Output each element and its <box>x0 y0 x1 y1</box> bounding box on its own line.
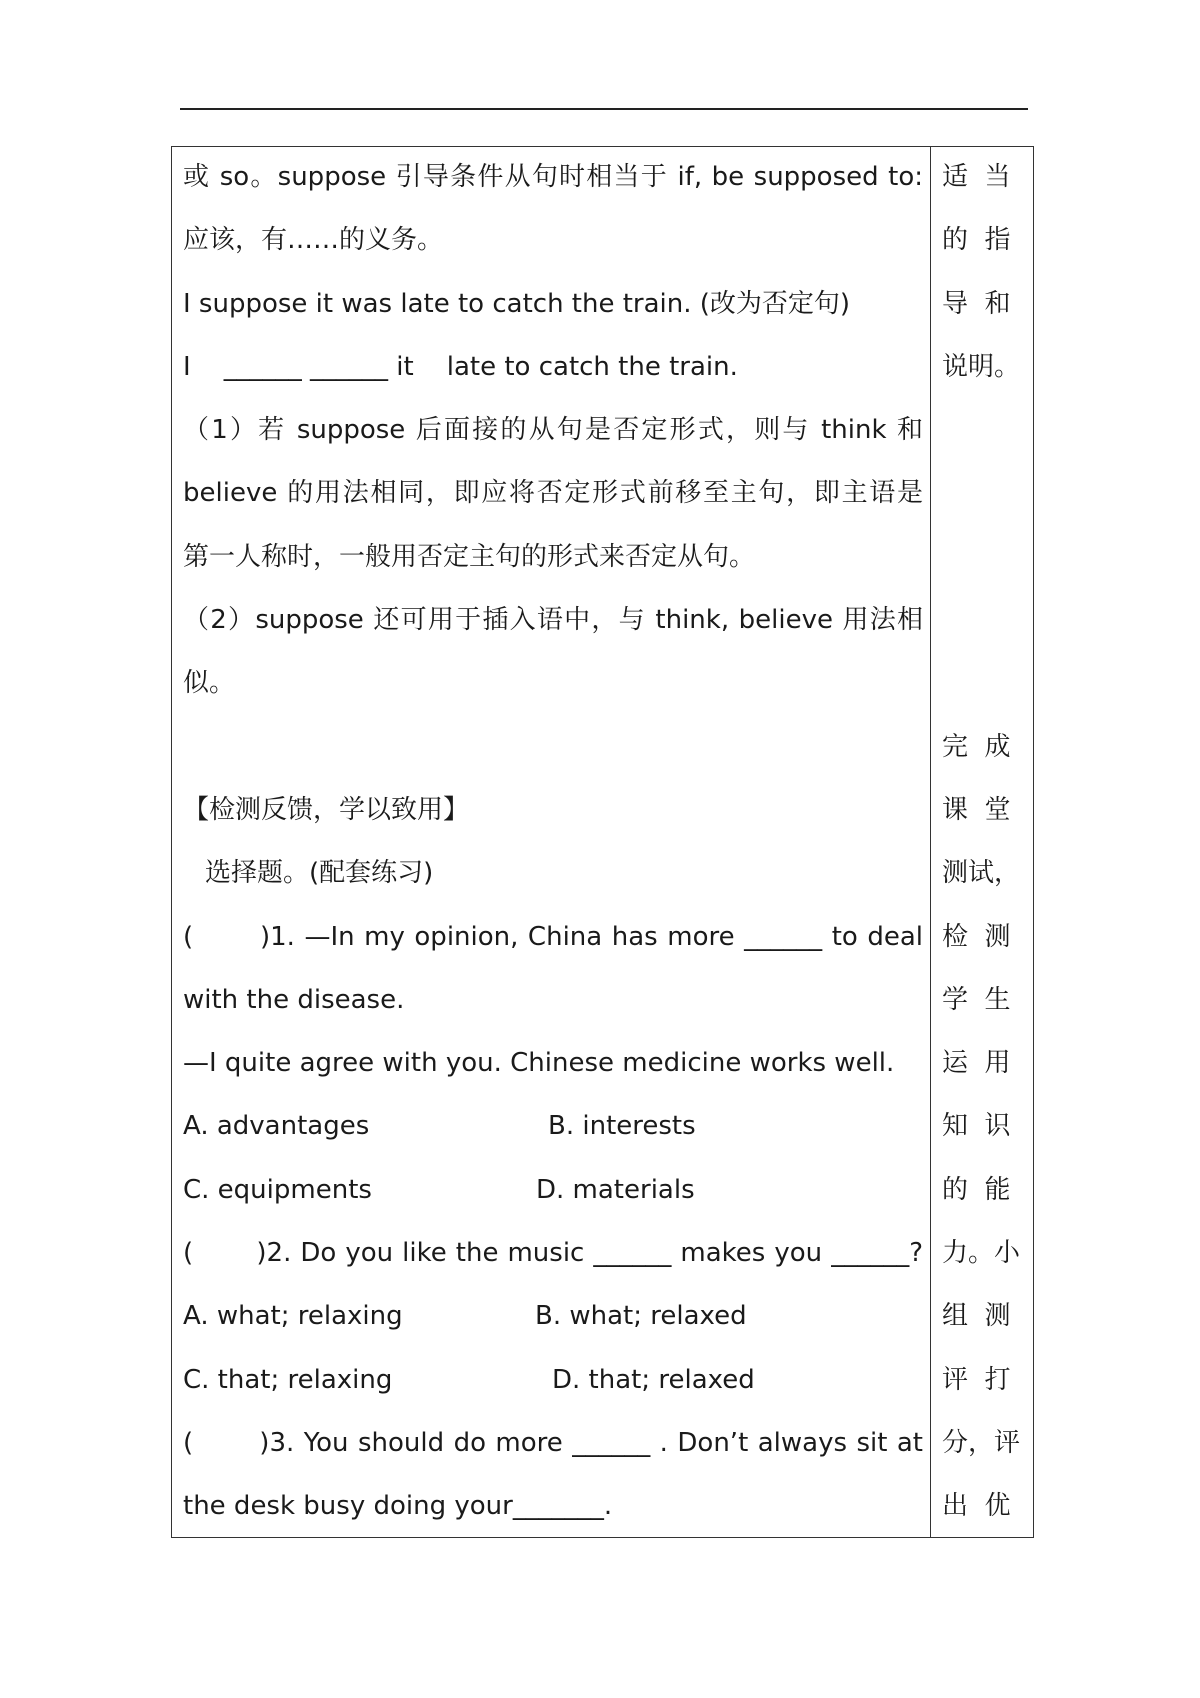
side-note-line: 适 当 <box>942 162 1011 192</box>
side-note-line: 的 能 <box>942 1174 1011 1205</box>
option-c: C. equipments <box>183 1174 372 1205</box>
side-note-line: 学 生 <box>942 984 1011 1015</box>
option-d: D. that; relaxed <box>552 1364 755 1395</box>
main-column <box>183 146 923 1539</box>
text-line: 应该，有……的义务。 <box>183 225 444 256</box>
side-note-line <box>942 652 1024 715</box>
side-note-line: 评 打 <box>942 1364 1011 1395</box>
option-a: A. what; relaxing <box>183 1301 403 1332</box>
text-line: 或 so。suppose 引导条件从句时相当于 if, be supposed to: <box>183 162 923 192</box>
side-note-line: 分，评 <box>942 1427 1021 1458</box>
question-1-stem: ( )1. —In my opinion, China has more ______ to deal <box>183 921 923 952</box>
section-heading: 【检测反馈，学以致用】 <box>183 794 470 825</box>
option-b: B. what; relaxed <box>535 1301 747 1332</box>
question-1-reply: —I quite agree with you. Chinese medicine works well. <box>183 1048 895 1079</box>
side-column <box>942 146 1024 1539</box>
question-1-options-row <box>183 1159 923 1222</box>
question-2-options-row <box>183 1285 923 1348</box>
exercise-instruction: 选择题。(配套练习) <box>205 858 434 889</box>
blank-line <box>183 716 923 779</box>
question-3-stem-cont: the desk busy doing your_______. <box>183 1491 613 1522</box>
side-note-line: 出 优 <box>942 1491 1011 1522</box>
text-line: 似。 <box>183 668 236 699</box>
text-line: （2）suppose 还可用于插入语中，与 think, believe 用法相 <box>183 605 923 636</box>
side-note-line: 完 成 <box>942 731 1011 762</box>
side-note-line <box>942 526 1024 589</box>
side-note-line: 导 和 <box>942 288 1011 319</box>
option-b: B. interests <box>548 1111 696 1142</box>
side-note-line: 课 堂 <box>942 794 1011 825</box>
side-note-line: 知 识 <box>942 1111 1011 1142</box>
option-d: D. materials <box>536 1174 695 1205</box>
question-3-stem: ( )3. You should do more ______ . Don’t always sit at <box>183 1427 923 1458</box>
side-note-line: 力。小 <box>942 1238 1021 1269</box>
text-line: believe 的用法相同，即应将否定形式前移至主句，即主语是 <box>183 478 923 509</box>
text-line: 第一人称时，一般用否定主句的形式来否定从句。 <box>183 541 756 572</box>
question-1-options-row <box>183 1095 923 1158</box>
text-line: （1）若 suppose 后面接的从句是否定形式，则与 think 和 <box>183 415 923 446</box>
column-divider <box>930 146 931 1538</box>
question-1-stem-cont: with the disease. <box>183 984 405 1015</box>
side-note-line <box>942 399 1024 462</box>
option-c: C. that; relaxing <box>183 1364 393 1395</box>
side-note-line: 运 用 <box>942 1048 1011 1079</box>
side-note-line: 检 测 <box>942 921 1011 952</box>
text-line: I suppose it was late to catch the train. (改为否定句) <box>183 288 851 319</box>
side-note-line: 组 测 <box>942 1301 1011 1332</box>
fill-in-sentence: I ______ ______ it late to catch the train. <box>183 351 738 382</box>
question-2-options-row <box>183 1349 923 1412</box>
option-a: A. advantages <box>183 1111 370 1142</box>
header-rule <box>180 108 1028 110</box>
side-note-line: 的 指 <box>942 225 1011 256</box>
side-note-line <box>942 589 1024 652</box>
question-2-stem: ( )2. Do you like the music ______ makes you ______? <box>183 1238 923 1269</box>
side-note-line <box>942 462 1024 525</box>
side-note-line: 说明。 <box>942 351 1021 382</box>
side-note-line: 测试， <box>942 858 1021 889</box>
